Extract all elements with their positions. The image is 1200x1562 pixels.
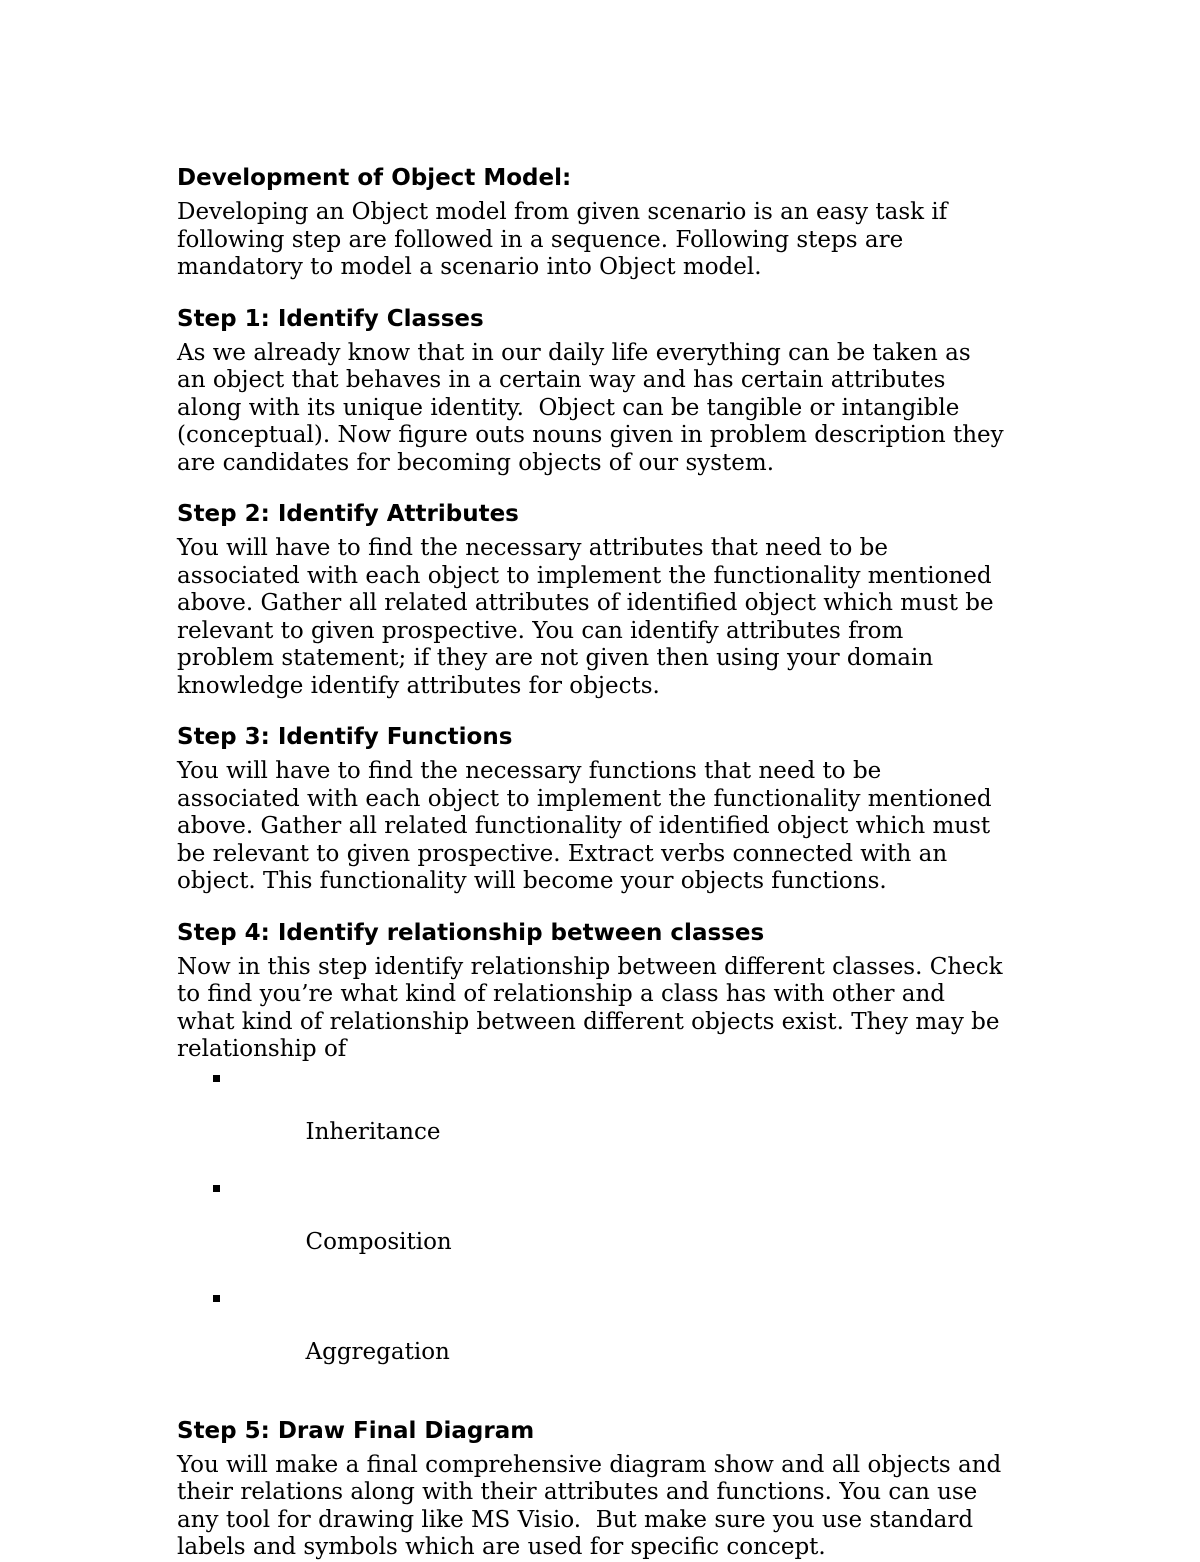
section-paragraph	[177, 535, 1037, 700]
section-step-5	[177, 1416, 1037, 1562]
section-step-4	[177, 918, 1037, 1394]
text-line: mandatory to model a scenario into Object model.	[177, 254, 762, 280]
list-item	[177, 1174, 1037, 1284]
text-line: following step are followed in a sequence. Following steps are	[177, 226, 904, 253]
list-item-label: Composition	[305, 1228, 452, 1255]
relationship-bullet-list	[177, 1064, 1037, 1394]
text-line: what kind of relationship between different objects exist. They may be	[177, 1008, 1000, 1035]
section-heading: Step 2: Identify Attributes	[177, 501, 519, 527]
section-heading: Step 4: Identify relationship between classes	[177, 919, 765, 946]
text-line: You will have to find the necessary attributes that need to be	[177, 535, 888, 561]
square-bullet-icon	[213, 1075, 220, 1082]
text-line: above. Gather all related attributes of identified object which must be	[177, 590, 994, 616]
text-line: As we already know that in our daily life everything can be taken as	[177, 339, 971, 366]
text-line: knowledge identify attributes for objects.	[177, 672, 660, 699]
text-line: You will make a final comprehensive diagram show and all objects and	[177, 1451, 1002, 1478]
text-line: be relevant to given prospective. Extract verbs connected with an	[177, 840, 948, 867]
section-paragraph	[177, 340, 1037, 478]
text-line: object. This functionality will become your objects functions.	[177, 868, 887, 894]
text-line: relationship of	[177, 1036, 347, 1062]
text-line: problem statement; if they are not given then using your domain	[177, 645, 934, 671]
text-line: along with its unique identity. Object can be tangible or intangible	[177, 394, 960, 421]
section-development-of-object-model	[177, 163, 1037, 282]
list-item	[177, 1064, 1037, 1174]
section-paragraph	[177, 758, 1037, 896]
text-line: any tool for drawing like MS Visio. But make sure you use standard	[177, 1506, 974, 1533]
section-step-1	[177, 304, 1037, 478]
section-heading: Development of Object Model:	[177, 165, 572, 191]
square-bullet-icon	[213, 1185, 220, 1192]
text-line: associated with each object to implement the functionality mentioned	[177, 562, 992, 589]
section-heading: Step 1: Identify Classes	[177, 305, 484, 332]
text-line: You will have to find the necessary functions that need to be	[177, 758, 882, 784]
text-line: to find you’re what kind of relationship a class has with other and	[177, 981, 945, 1007]
text-line: Now in this step identify relationship between different classes. Check	[177, 953, 1003, 980]
section-heading: Step 5: Draw Final Diagram	[177, 1417, 535, 1444]
text-line: (conceptual). Now figure outs nouns given in problem description they	[177, 422, 1004, 448]
square-bullet-icon	[213, 1295, 220, 1302]
document-page	[177, 163, 1037, 1562]
text-line: Developing an Object model from given scenario is an easy task if	[177, 199, 948, 225]
section-step-2	[177, 499, 1037, 700]
section-paragraph	[177, 954, 1037, 1064]
section-step-3	[177, 722, 1037, 896]
text-line: relevant to given prospective. You can identify attributes from	[177, 617, 904, 644]
text-line: are candidates for becoming objects of our system.	[177, 449, 775, 476]
text-line: above. Gather all related functionality of identified object which must	[177, 813, 991, 839]
list-item	[177, 1284, 1037, 1394]
list-item-label: Aggregation	[305, 1338, 450, 1365]
text-line: their relations along with their attributes and functions. You can use	[177, 1479, 978, 1505]
text-line: labels and symbols which are used for specific concept.	[177, 1534, 826, 1560]
list-item-label: Inheritance	[305, 1118, 441, 1145]
section-heading: Step 3: Identify Functions	[177, 724, 513, 750]
section-paragraph	[177, 199, 1037, 282]
text-line: an object that behaves in a certain way and has certain attributes	[177, 367, 946, 393]
text-line: associated with each object to implement the functionality mentioned	[177, 785, 992, 812]
section-paragraph	[177, 1452, 1037, 1562]
